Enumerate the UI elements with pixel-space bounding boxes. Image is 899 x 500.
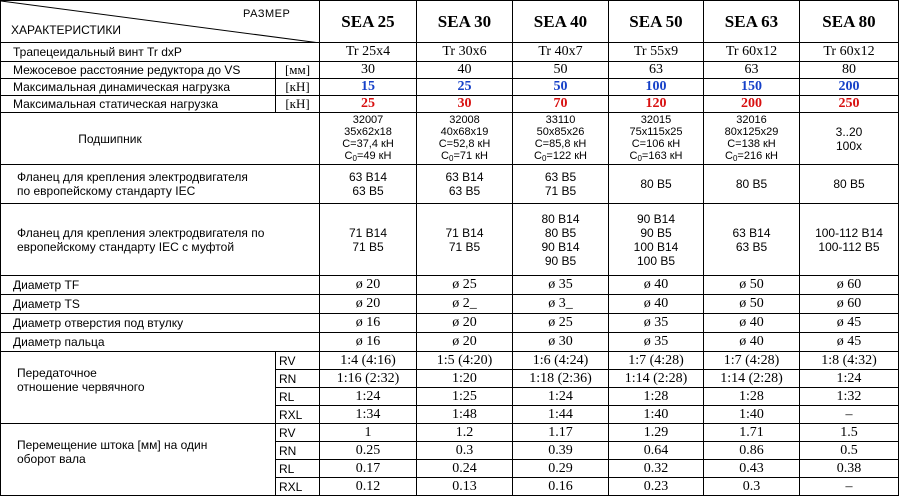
cell: 1:4 (4:16)	[320, 352, 417, 370]
cell: 0.64	[609, 442, 704, 460]
cell: ø 25	[513, 314, 609, 333]
unit-label: [кН]	[276, 96, 320, 113]
row-label: Максимальная динамическая нагрузка	[1, 79, 276, 96]
cell: 50	[513, 79, 609, 96]
cell: 63 B14 63 B5	[704, 204, 800, 276]
row-bearing	[1, 113, 899, 165]
row-ratio-rv	[1, 352, 899, 370]
cell: 0.25	[320, 442, 417, 460]
row-diameter-tf	[1, 276, 899, 295]
cell: 1:44	[513, 406, 609, 424]
cell: 1:28	[704, 388, 800, 406]
header-diagonal-cell	[1, 1, 320, 43]
cell: ø 45	[800, 333, 899, 352]
cell: 1.5	[800, 424, 899, 442]
row-label: Подшипник	[1, 113, 320, 165]
row-label: Диаметр TS	[1, 295, 320, 314]
cell: 0.3	[704, 478, 800, 496]
cell: 100-112 B14 100-112 B5	[800, 204, 899, 276]
cell: 1:24	[513, 388, 609, 406]
cell: 1:25	[417, 388, 513, 406]
cell: 250	[800, 96, 899, 113]
cell: 63	[704, 62, 800, 79]
cell: ø 3_	[513, 295, 609, 314]
cell: Tr 60x12	[704, 43, 800, 62]
cell: 50	[513, 62, 609, 79]
cell: 63 B14 63 B5	[320, 165, 417, 204]
cell: ø 50	[704, 276, 800, 295]
stroke-type: RL	[276, 460, 320, 478]
row-diameter-ts	[1, 295, 899, 314]
cell: 1:8 (4:32)	[800, 352, 899, 370]
cell: ø 50	[704, 295, 800, 314]
cell: 1:16 (2:32)	[320, 370, 417, 388]
stroke-type: RV	[276, 424, 320, 442]
cell: Tr 25x4	[320, 43, 417, 62]
row-label: Диаметр отверстия под втулку	[1, 314, 320, 333]
bearing-cell: 32007 35x62x18 C=37,4 кН C0=49 кН	[320, 113, 417, 165]
model-header: SEA 63	[704, 1, 800, 43]
row-screw	[1, 43, 899, 62]
row-center-distance	[1, 62, 899, 79]
cell: 200	[704, 96, 800, 113]
cell: 71 B14 71 B5	[417, 204, 513, 276]
cell: 0.43	[704, 460, 800, 478]
cell: 120	[609, 96, 704, 113]
cell: ø 20	[417, 314, 513, 333]
cell: ø 25	[417, 276, 513, 295]
cell: 1.71	[704, 424, 800, 442]
cell: ø 20	[320, 276, 417, 295]
cell: 1:14 (2:28)	[704, 370, 800, 388]
cell: 0.86	[704, 442, 800, 460]
row-label: Диаметр пальца	[1, 333, 320, 352]
ratio-type: RV	[276, 352, 320, 370]
cell: 30	[320, 62, 417, 79]
cell: 80 B5	[704, 165, 800, 204]
row-label: Фланец для крепления электродвигателя по европейскому стандарту IEC	[1, 165, 320, 204]
cell: 1:18 (2:36)	[513, 370, 609, 388]
stroke-type: RXL	[276, 478, 320, 496]
cell: 1:14 (2:28)	[609, 370, 704, 388]
row-label: Фланец для крепления электродвигателя по европейскому стандарту IEC с муфтой	[1, 204, 320, 276]
cell: 1:6 (4:24)	[513, 352, 609, 370]
cell: 0.38	[800, 460, 899, 478]
cell: 40	[417, 62, 513, 79]
cell: 1:7 (4:28)	[609, 352, 704, 370]
row-label: Межосевое расстояние редуктора до VS	[1, 62, 276, 79]
cell: ø 40	[704, 333, 800, 352]
row-static-load	[1, 96, 899, 113]
row-label: Максимальная статическая нагрузка	[1, 96, 276, 113]
cell: ø 20	[320, 295, 417, 314]
cell: ø 16	[320, 314, 417, 333]
stroke-label: Перемещение штока [мм] на один оборот вала	[1, 424, 276, 496]
cell: ø 45	[800, 314, 899, 333]
row-flange-iec-coupling	[1, 204, 899, 276]
cell: ø 40	[609, 295, 704, 314]
bearing-cell: 32015 75x115x25 C=106 кН C0=163 кН	[609, 113, 704, 165]
unit-label: [мм]	[276, 62, 320, 79]
cell: 0.3	[417, 442, 513, 460]
size-header: РАЗМЕР	[243, 8, 291, 20]
cell: 63	[609, 62, 704, 79]
cell: Tr 60x12	[800, 43, 899, 62]
cell: 0.16	[513, 478, 609, 496]
cell: 0.12	[320, 478, 417, 496]
stroke-type: RN	[276, 442, 320, 460]
row-bushing-hole	[1, 314, 899, 333]
row-label: Трапецеидальный винт Tr dxP	[1, 43, 320, 62]
cell: Tr 40x7	[513, 43, 609, 62]
cell: 1:5 (4:20)	[417, 352, 513, 370]
ratio-type: RN	[276, 370, 320, 388]
cell: ø 20	[417, 333, 513, 352]
cell: 70	[513, 96, 609, 113]
ratio-label: Передаточное отношение червячного	[1, 352, 276, 424]
ratio-type: RL	[276, 388, 320, 406]
cell: 0.17	[320, 460, 417, 478]
cell: ø 40	[609, 276, 704, 295]
cell: 80 B14 80 B5 90 B14 90 B5	[513, 204, 609, 276]
cell: ø 35	[513, 276, 609, 295]
model-header: SEA 25	[320, 1, 417, 43]
cell: 150	[704, 79, 800, 96]
cell: 0.23	[609, 478, 704, 496]
model-header: SEA 30	[417, 1, 513, 43]
cell: 1:40	[609, 406, 704, 424]
unit-label: [кН]	[276, 79, 320, 96]
cell: ø 40	[704, 314, 800, 333]
cell: 63 B14 63 B5	[417, 165, 513, 204]
cell: –	[800, 478, 899, 496]
cell: 1:7 (4:28)	[704, 352, 800, 370]
cell: 1	[320, 424, 417, 442]
cell: ø 30	[513, 333, 609, 352]
cell: 1:24	[800, 370, 899, 388]
row-dynamic-load	[1, 79, 899, 96]
model-header: SEA 80	[800, 1, 899, 43]
cell: 25	[320, 96, 417, 113]
cell: 15	[320, 79, 417, 96]
characteristics-header: ХАРАКТЕРИСТИКИ	[11, 23, 122, 37]
cell: 80 B5	[609, 165, 704, 204]
cell: 0.24	[417, 460, 513, 478]
cell: ø 2_	[417, 295, 513, 314]
cell: 90 B14 90 B5 100 B14 100 B5	[609, 204, 704, 276]
cell: 1:34	[320, 406, 417, 424]
cell: 0.29	[513, 460, 609, 478]
cell: 1.17	[513, 424, 609, 442]
cell: 1:28	[609, 388, 704, 406]
cell: ø 35	[609, 314, 704, 333]
cell: 1:20	[417, 370, 513, 388]
cell: 1:24	[320, 388, 417, 406]
cell: 30	[417, 96, 513, 113]
cell: Tr 30x6	[417, 43, 513, 62]
bearing-cell: 33110 50x85x26 C=85,8 кН C0=122 кН	[513, 113, 609, 165]
cell: –	[800, 406, 899, 424]
model-header: SEA 40	[513, 1, 609, 43]
cell: 63 B5 71 B5	[513, 165, 609, 204]
model-header: SEA 50	[609, 1, 704, 43]
cell: 1:40	[704, 406, 800, 424]
row-pin-diameter	[1, 333, 899, 352]
cell: 80 B5	[800, 165, 899, 204]
cell: 0.5	[800, 442, 899, 460]
cell: 71 B14 71 B5	[320, 204, 417, 276]
cell: 25	[417, 79, 513, 96]
cell: 1:48	[417, 406, 513, 424]
row-label: Диаметр TF	[1, 276, 320, 295]
bearing-cell: 3..20 100x	[800, 113, 899, 165]
cell: ø 35	[609, 333, 704, 352]
cell: 0.13	[417, 478, 513, 496]
bearing-cell: 32008 40x68x19 C=52,8 кН C0=71 кН	[417, 113, 513, 165]
cell: ø 60	[800, 295, 899, 314]
row-flange-iec	[1, 165, 899, 204]
cell: 200	[800, 79, 899, 96]
cell: 1.29	[609, 424, 704, 442]
cell: ø 60	[800, 276, 899, 295]
cell: 1:32	[800, 388, 899, 406]
cell: ø 16	[320, 333, 417, 352]
cell: 0.39	[513, 442, 609, 460]
cell: 80	[800, 62, 899, 79]
cell: Tr 55x9	[609, 43, 704, 62]
cell: 0.32	[609, 460, 704, 478]
row-stroke-rv	[1, 424, 899, 442]
ratio-type: RXL	[276, 406, 320, 424]
cell: 100	[609, 79, 704, 96]
cell: 1.2	[417, 424, 513, 442]
bearing-cell: 32016 80x125x29 C=138 кН C0=216 кН	[704, 113, 800, 165]
